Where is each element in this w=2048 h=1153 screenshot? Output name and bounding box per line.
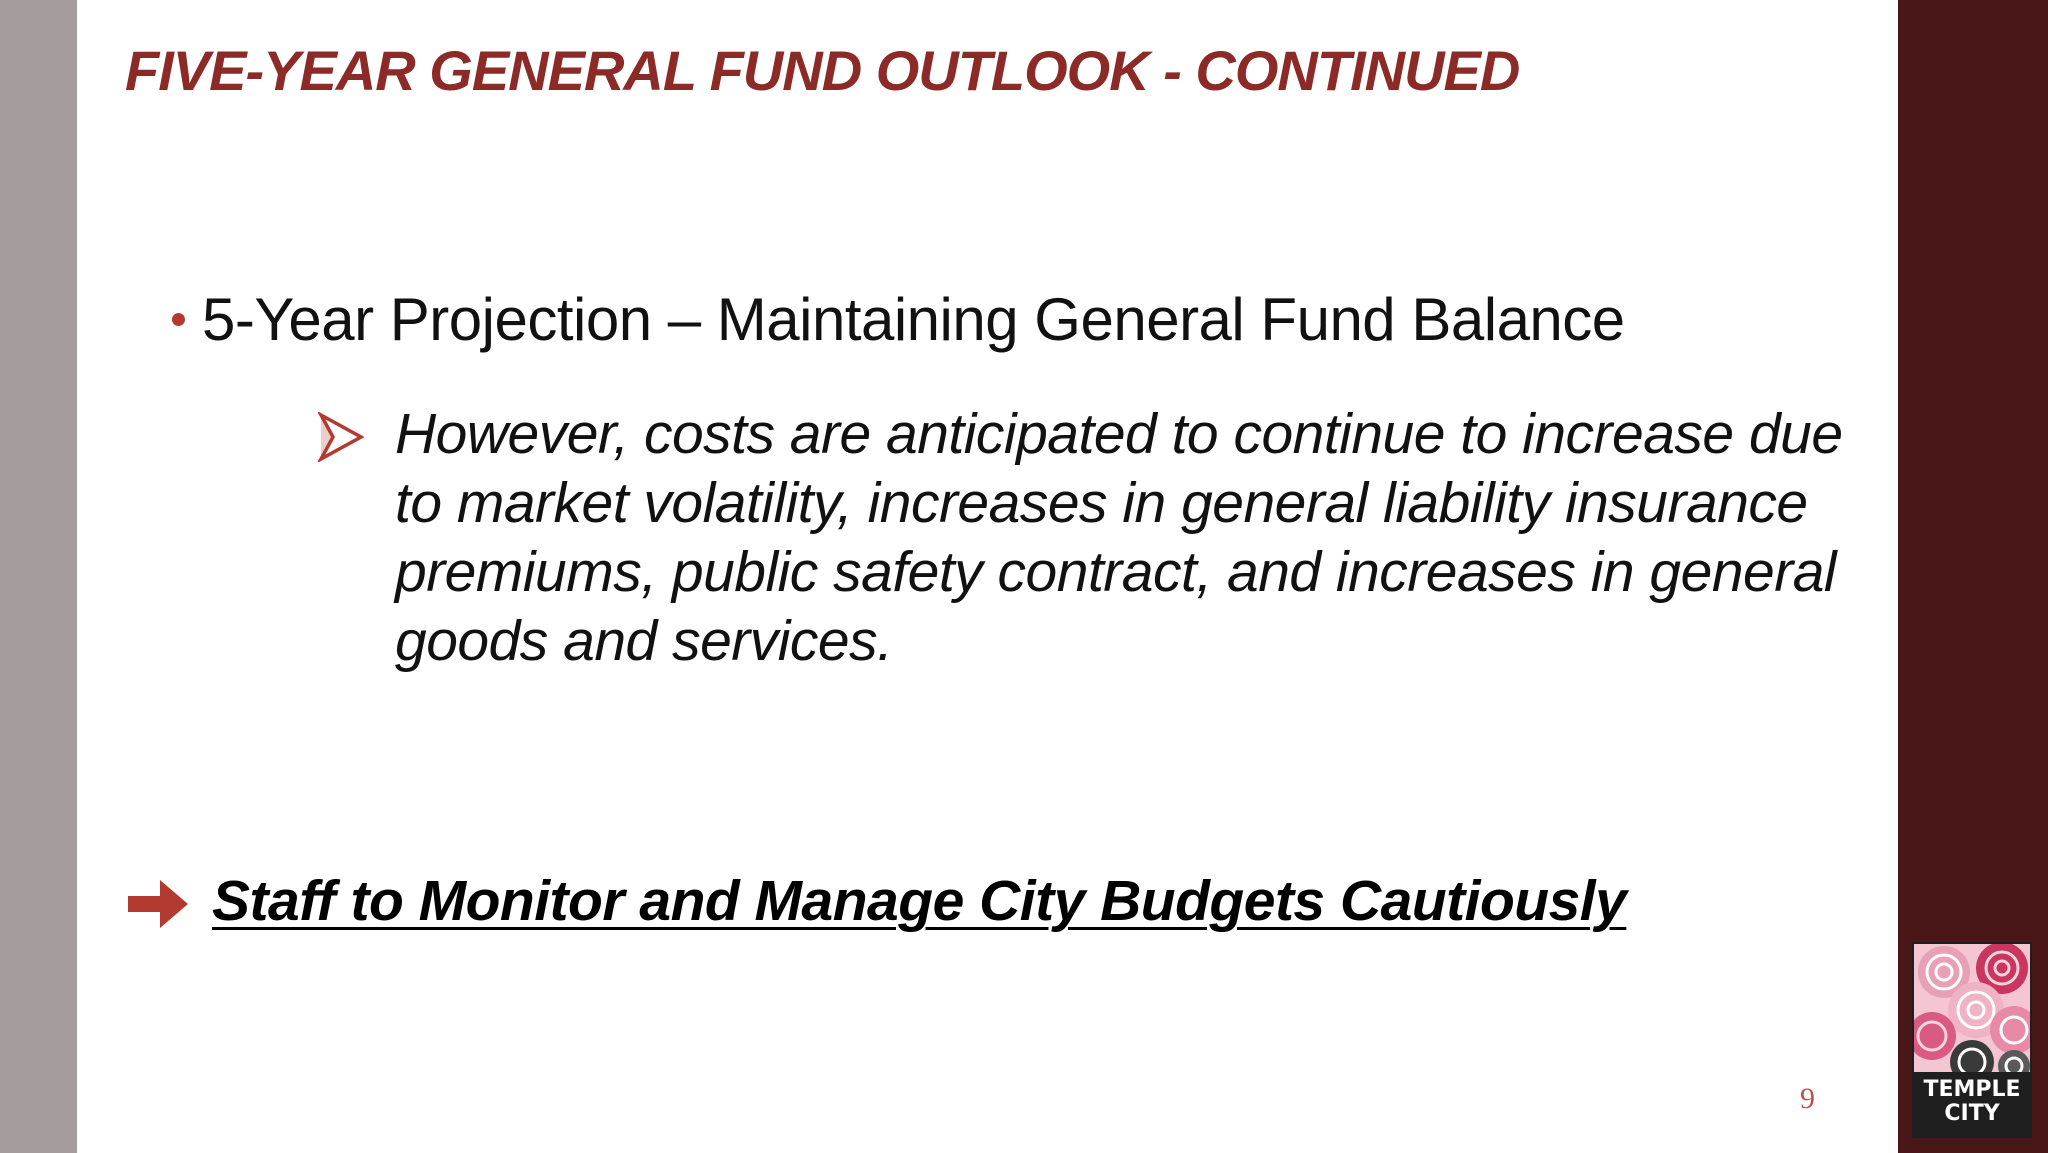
logo-wordmark [1912, 1078, 2032, 1126]
main-bullet [172, 285, 1625, 354]
callout-text: Staff to Monitor and Manage City Budgets Cautiously [212, 869, 1627, 933]
main-bullet-text: 5-Year Projection – Maintaining General Fund Balance [202, 286, 1625, 353]
logo-line-1: TEMPLE [1923, 1077, 2021, 1102]
sub-bullet-text: However, costs are anticipated to continue to increase due to market volatility, increases in general liability insurance premiums, public safety contract, and increases in general goods and services. [395, 402, 1843, 673]
temple-city-logo [1912, 942, 2032, 1138]
page-number: 9 [1800, 1082, 1815, 1115]
slide-title: FIVE-YEAR GENERAL FUND OUTLOOK - CONTINUED [125, 39, 1520, 102]
left-accent-bar [0, 0, 77, 1153]
bullet-dot-icon [172, 313, 185, 326]
arrowhead-icon [318, 412, 364, 462]
logo-line-2: CITY [1944, 1101, 2000, 1126]
rose-logo-icon [1914, 944, 2030, 1072]
right-arrow-icon [126, 876, 190, 932]
